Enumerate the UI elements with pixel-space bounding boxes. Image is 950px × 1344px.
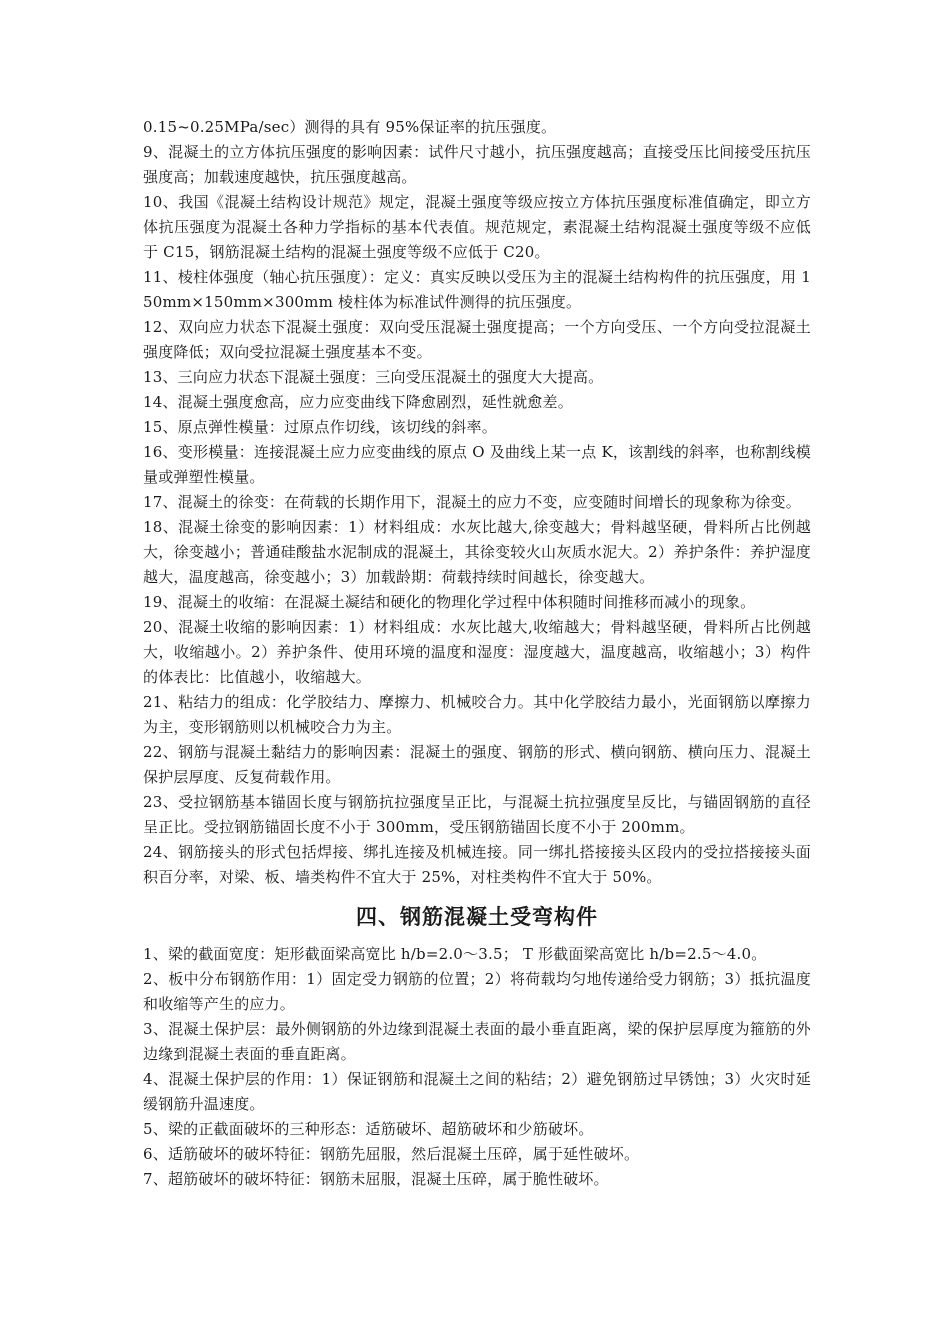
section-continued	[143, 115, 811, 890]
paragraph: 2、板中分布钢筋作用：1）固定受力钢筋的位置；2）将荷载均匀地传递给受力钢筋；3）抵抗温度和收缩等产生的应力。	[143, 970, 811, 1013]
paragraph: 7、超筋破坏的破坏特征：钢筋未屈服，混凝土压碎，属于脆性破坏。	[143, 1170, 609, 1188]
paragraph: 20、混凝土收缩的影响因素：1）材料组成：水灰比越大,收缩越大；骨料越坚硬，骨料所占比例越大，收缩越小。2）养护条件、使用环境的温度和湿度：湿度越大，温度越高，收缩越小；3）构件的体表比：比值越小，收缩越大。	[143, 618, 811, 686]
paragraph: 21、粘结力的组成：化学胶结力、摩擦力、机械咬合力。其中化学胶结力最小，光面钢筋以摩擦力为主，变形钢筋则以机械咬合力为主。	[143, 693, 811, 736]
paragraph: 9、混凝土的立方体抗压强度的影响因素：试件尺寸越小，抗压强度越高；直接受压比间接受压抗压强度高；加载速度越快，抗压强度越高。	[143, 143, 811, 186]
paragraph: 18、混凝土徐变的影响因素：1）材料组成：水灰比越大,徐变越大；骨料越坚硬，骨料所占比例越大，徐变越小；普通硅酸盐水泥制成的混凝土，其徐变较火山灰质水泥大。2）养护条件：养护湿度越大，温度越高，徐变越小；3）加载龄期：荷载持续时间越长，徐变越大。	[143, 518, 811, 586]
paragraph: 0.15~0.25MPa/sec）测得的具有 95%保证率的抗压强度。	[143, 118, 557, 136]
paragraph: 5、梁的正截面破坏的三种形态：适筋破坏、超筋破坏和少筋破坏。	[143, 1120, 594, 1138]
paragraph: 6、适筋破坏的破坏特征：钢筋先屈服，然后混凝土压碎，属于延性破坏。	[143, 1145, 640, 1163]
paragraph: 11、棱柱体强度（轴心抗压强度）：定义：真实反映以受压为主的混凝土结构构件的抗压强度，用 150mm×150mm×300mm 棱柱体为标准试件测得的抗压强度。	[143, 268, 811, 311]
paragraph: 17、混凝土的徐变：在荷载的长期作用下，混凝土的应力不变，应变随时间增长的现象称为徐变。	[143, 493, 801, 511]
paragraph: 10、我国《混凝土结构设计规范》规定，混凝土强度等级应按立方体抗压强度标准值确定，即立方体抗压强度为混凝土各种力学指标的基本代表值。规范规定，素混凝土结构混凝土强度等级不应低于 C15，钢筋混凝土结构的混凝土强度等级不应低于 C20。	[143, 193, 811, 261]
paragraph: 13、三向应力状态下混凝土强度：三向受压混凝土的强度大大提高。	[143, 368, 604, 386]
paragraph: 22、钢筋与混凝土黏结力的影响因素：混凝土的强度、钢筋的形式、横向钢筋、横向压力、混凝土保护层厚度、反复荷载作用。	[143, 743, 811, 786]
section-heading: 四、钢筋混凝土受弯构件	[356, 905, 598, 929]
paragraph: 24、钢筋接头的形式包括焊接、绑扎连接及机械连接。同一绑扎搭接接头区段内的受拉搭接接头面积百分率，对梁、板、墙类构件不宜大于 25%，对柱类构件不宜大于 50%。	[143, 843, 811, 886]
paragraph: 4、混凝土保护层的作用：1）保证钢筋和混凝土之间的粘结；2）避免钢筋过早锈蚀；3）火灾时延缓钢筋升温速度。	[143, 1070, 811, 1113]
paragraph: 23、受拉钢筋基本锚固长度与钢筋抗拉强度呈正比，与混凝土抗拉强度呈反比，与锚固钢筋的直径呈正比。受拉钢筋锚固长度不小于 300mm，受压钢筋锚固长度不小于 200mm。	[143, 793, 811, 836]
paragraph: 14、混凝土强度愈高，应力应变曲线下降愈剧烈，延性就愈差。	[143, 393, 573, 411]
paragraph: 1、梁的截面宽度：矩形截面梁高宽比 h/b=2.0～3.5； T 形截面梁高宽比 h/b=2.5～4.0。	[143, 945, 767, 963]
section-flexural-members	[143, 942, 811, 1192]
paragraph: 19、混凝土的收缩：在混凝土凝结和硬化的物理化学过程中体积随时间推移而减小的现象。	[143, 593, 756, 611]
paragraph: 15、原点弹性模量：过原点作切线，该切线的斜率。	[143, 418, 497, 436]
paragraph: 16、变形模量：连接混凝土应力应变曲线的原点 O 及曲线上某一点 K，该割线的斜率，也称割线模量或弹塑性模量。	[143, 443, 811, 486]
document-page	[143, 115, 811, 1192]
paragraph: 12、双向应力状态下混凝土强度：双向受压混凝土强度提高；一个方向受压、一个方向受拉混凝土强度降低；双向受拉混凝土强度基本不变。	[143, 318, 811, 361]
paragraph: 3、混凝土保护层：最外侧钢筋的外边缘到混凝土表面的最小垂直距离，梁的保护层厚度为箍筋的外边缘到混凝土表面的垂直距离。	[143, 1020, 811, 1063]
